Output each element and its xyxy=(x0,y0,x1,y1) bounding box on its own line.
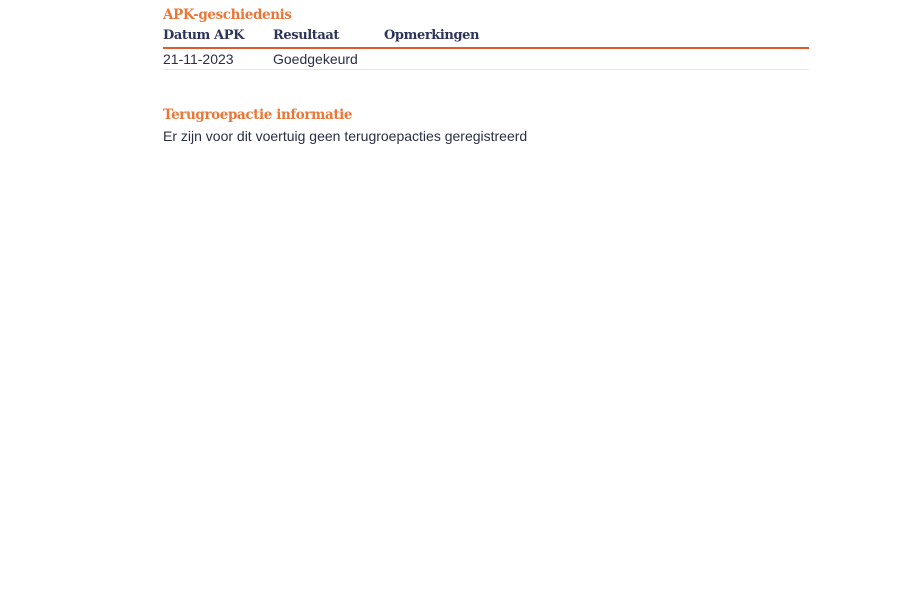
column-header-remarks: Opmerkingen xyxy=(384,28,480,43)
apk-result-cell: Goedgekeurd xyxy=(273,51,358,67)
recall-info-title: Terugroepactie informatie xyxy=(163,107,353,123)
table-header-row xyxy=(163,27,809,49)
apk-history-title: APK-geschiedenis xyxy=(163,7,292,23)
apk-date-cell: 21-11-2023 xyxy=(163,51,234,67)
column-header-result: Resultaat xyxy=(273,28,340,43)
recall-info-text: Er zijn voor dit voertuig geen terugroepacties geregistreerd xyxy=(163,128,528,144)
table-row xyxy=(163,49,809,70)
column-header-date: Datum APK xyxy=(163,28,244,43)
apk-history-table xyxy=(163,27,809,70)
